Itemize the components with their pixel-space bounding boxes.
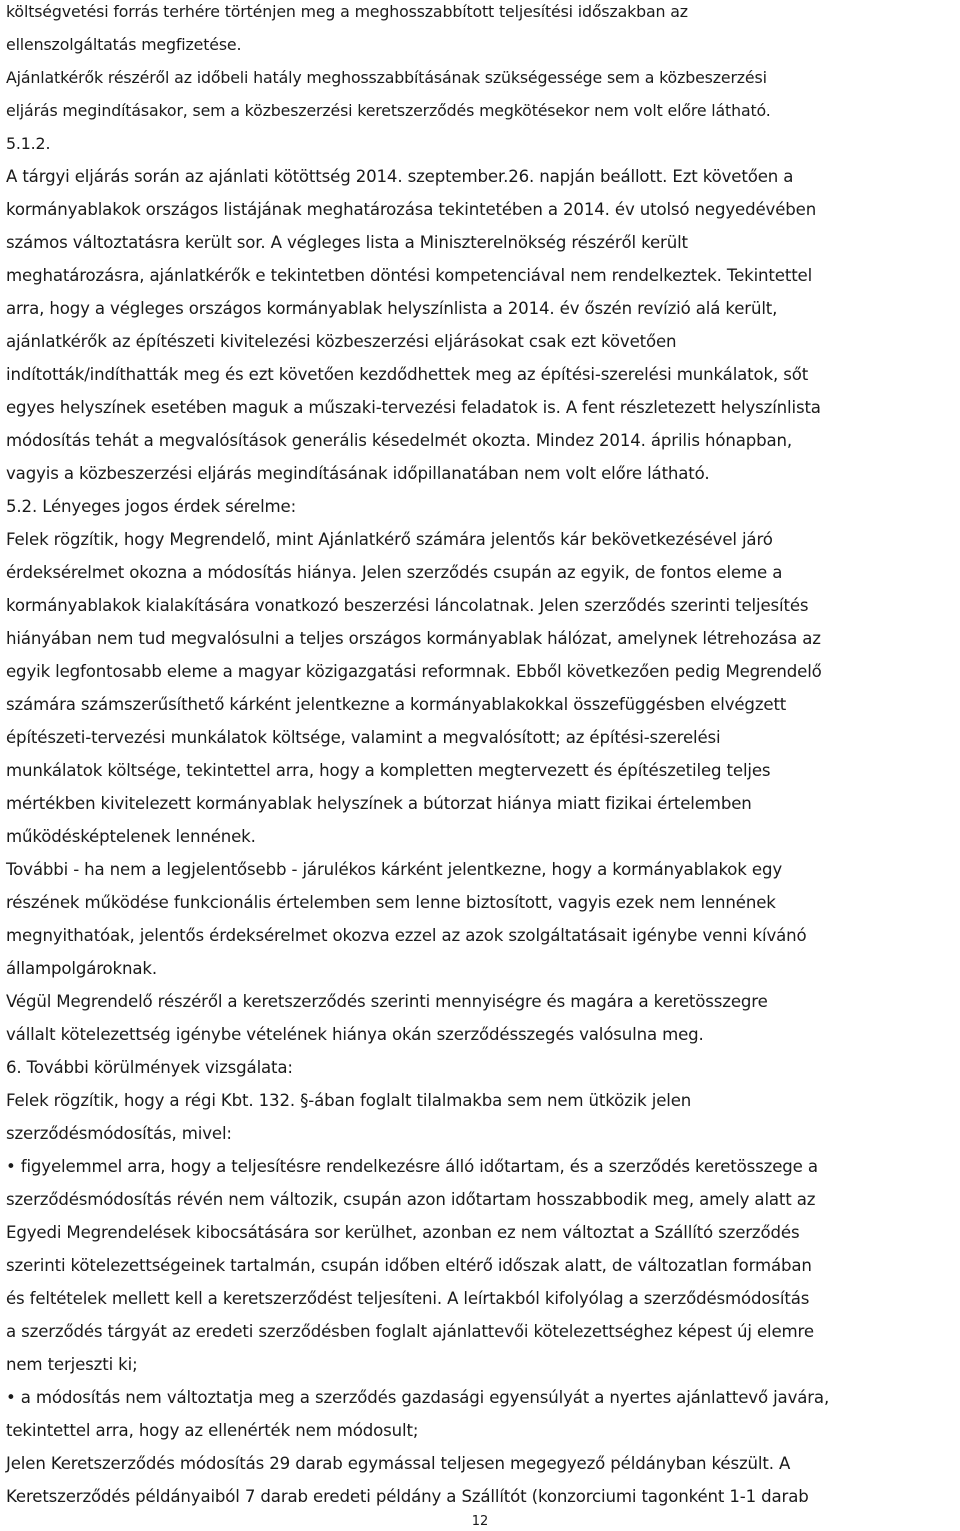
text-line: állampolgároknak. [6,959,157,978]
text-line: Felek rögzítik, hogy a régi Kbt. 132. §-ában foglalt tilalmakba sem nem ütközik jelen [6,1091,692,1110]
text-line: építészeti-tervezési munkálatok költsége, valamint a megvalósított; az építési-szerelési [6,728,721,747]
text-line: tekintettel arra, hogy az ellenérték nem módosult; [6,1421,419,1440]
text-line: • a módosítás nem változtatja meg a szerződés gazdasági egyensúlyát a nyertes ajánlattevő javára, [6,1388,830,1407]
document-page [6,0,958,1510]
text-line: szerinti kötelezettségeinek tartalmán, csupán időben eltérő időszak alatt, de változatlan formában [6,1256,812,1275]
text-line: egyes helyszínek esetében maguk a műszaki-tervezési feladatok is. A fent részletezett helyszínlista [6,398,821,417]
text-line: Ajánlatkérők részéről az időbeli hatály meghosszabbításának szükségessége sem a közbeszerzési [6,68,767,87]
text-line: szerződésmódosítás révén nem változik, csupán azon időtartam hosszabbodik meg, amely alatt az [6,1190,816,1209]
text-line: arra, hogy a végleges országos kormányablak helyszínlista a 2014. év őszén revízió alá került, [6,299,778,318]
text-line: 6. További körülmények vizsgálata: [6,1058,293,1077]
text-line: nem terjeszti ki; [6,1355,138,1374]
text-line: • figyelemmel arra, hogy a teljesítésre rendelkezésre álló időtartam, és a szerződés keretösszege a [6,1157,818,1176]
text-line: meghatározásra, ajánlatkérők e tekintetben döntési kompetenciával nem rendelkeztek. Tekintettel [6,266,813,285]
text-line: módosítás tehát a megvalósítások generális késedelmét okozta. Mindez 2014. április hónapban, [6,431,792,450]
text-line: ajánlatkérők az építészeti kivitelezési közbeszerzési eljárásokat csak ezt követően [6,332,677,351]
text-line: ellenszolgáltatás megfizetése. [6,35,242,54]
text-line: hiányában nem tud megvalósulni a teljes országos kormányablak hálózat, amelynek létrehozása az [6,629,821,648]
text-line: költségvetési forrás terhére történjen meg a meghosszabbított teljesítési időszakban az [6,2,688,21]
text-line: 5.1.2. [6,134,51,153]
text-line: Egyedi Megrendelések kibocsátására sor kerülhet, azonban ez nem változtat a Szállító szerződés [6,1223,800,1242]
text-line: 5.2. Lényeges jogos érdek sérelme: [6,497,297,516]
text-line: számos változtatásra került sor. A végleges lista a Miniszterelnökség részéről került [6,233,688,252]
text-line: érdeksérelmet okozna a módosítás hiánya. Jelen szerződés csupán az egyik, de fontos eleme a [6,563,783,582]
text-line: egyik legfontosabb eleme a magyar közigazgatási reformnak. Ebből következően pedig Megrendelő [6,662,822,681]
text-line: indították/indíthatták meg és ezt követően kezdődhettek meg az építési-szerelési munkálatok, sőt [6,365,809,384]
text-line: eljárás megindításakor, sem a közbeszerzési keretszerződés megkötésekor nem volt előre látható. [6,101,771,120]
text-line: Felek rögzítik, hogy Megrendelő, mint Ajánlatkérő számára jelentős kár bekövetkezésével járó [6,530,773,549]
text-line: szerződésmódosítás, mivel: [6,1124,232,1143]
text-line: Végül Megrendelő részéről a keretszerződés szerinti mennyiségre és magára a keretösszegre [6,992,768,1011]
text-line: megnyithatóak, jelentős érdeksérelmet okozva ezzel az azok szolgáltatásait igénybe venni kívánó [6,926,807,945]
text-line: munkálatok költsége, tekintettel arra, hogy a kompletten megtervezett és építészetileg teljes [6,761,771,780]
page-number: 12 [471,1514,489,1529]
text-line: További - ha nem a legjelentősebb - járulékos kárként jelentkezne, hogy a kormányablakok egy [6,860,783,879]
text-line: kormányablakok országos listájának meghatározása tekintetében a 2014. év utolsó negyedévében [6,200,817,219]
text-line: és feltételek mellett kell a keretszerződést teljesíteni. A leírtakból kifolyólag a szerződésmódosítás [6,1289,810,1308]
text-line: részének működése funkcionális értelemben sem lenne biztosított, vagyis ezek nem lennének [6,893,776,912]
text-line: kormányablakok kialakítására vonatkozó beszerzési láncolatnak. Jelen szerződés szerinti teljesítés [6,596,809,615]
text-line: vállalt kötelezettség igénybe vételének hiánya okán szerződésszegés valósulna meg. [6,1025,704,1044]
text-line: A tárgyi eljárás során az ajánlati kötöttség 2014. szeptember.26. napján beállott. Ezt követően a [6,167,794,186]
text-line: a szerződés tárgyát az eredeti szerződésben foglalt ajánlattevői kötelezettséghez képest új elemre [6,1322,814,1341]
text-line: Jelen Keretszerződés módosítás 29 darab egymással teljesen megegyező példányban készült. A [6,1454,791,1473]
text-line: Keretszerződés példányaiból 7 darab eredeti példány a Szállítót (konzorciumi tagonként 1-1 darab [6,1487,809,1506]
text-line: számára számszerűsíthető kárként jelentkezne a kormányablakokkal összefüggésben elvégzett [6,695,787,714]
text-line: vagyis a közbeszerzési eljárás megindításának időpillanatában nem volt előre látható. [6,464,710,483]
text-line: mértékben kivitelezett kormányablak helyszínek a bútorzat hiánya miatt fizikai értelemben [6,794,752,813]
text-line: működésképtelenek lennének. [6,827,256,846]
